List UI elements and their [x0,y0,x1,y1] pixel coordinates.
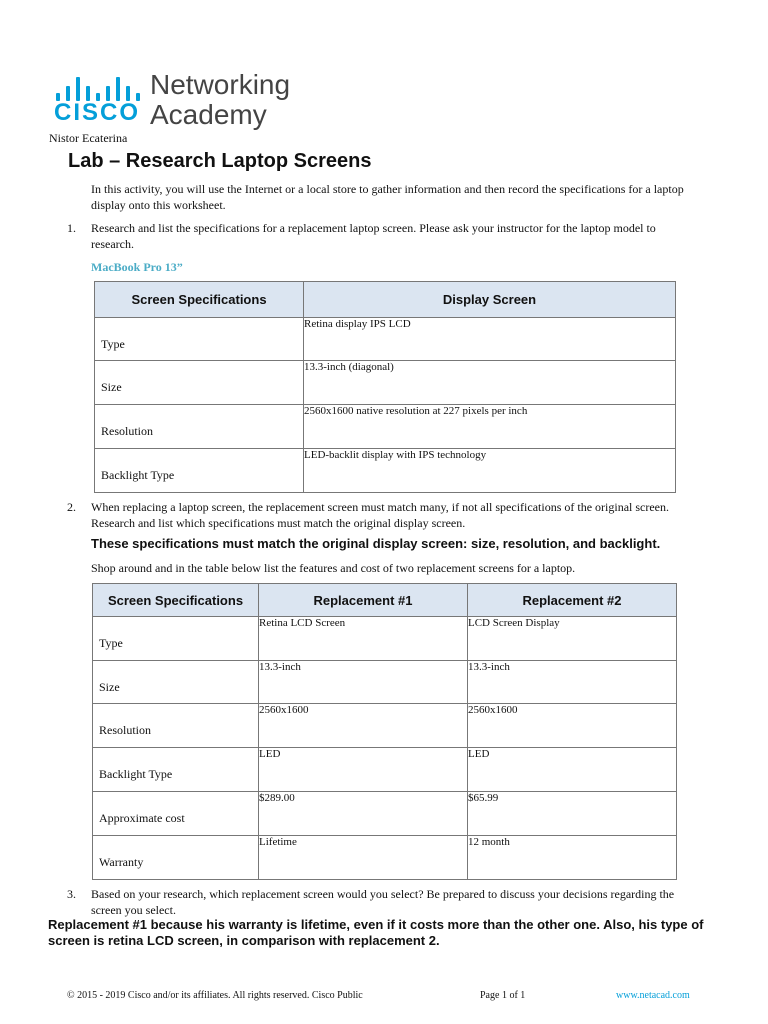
shop-instructions: Shop around and in the table below list the features and cost of two replacement screens for a laptop. [91,561,576,575]
table-row [93,748,677,792]
spec-value: LED-backlit display with IPS technology [304,449,676,493]
replacement-screens-table [92,583,677,880]
replacement-2-value: LED [468,748,677,792]
table1-header-display: Display Screen [304,282,676,318]
step-1-text: Research and list the specifications for a replacement laptop screen. Please ask your instructor for the laptop model to research. [91,221,656,251]
step-3-text: Based on your research, which replacement screen would you select? Be prepared to discuss your decisions regarding the screen you select. [91,887,675,917]
display-specs-table [94,281,676,493]
spec-value: 2560x1600 native resolution at 227 pixels per inch [304,405,676,449]
replacement-1-value: Lifetime [259,836,468,880]
author-name: Nistor Ecaterina [49,131,128,145]
table-row [93,792,677,836]
table2-header-rep2: Replacement #2 [468,584,677,617]
intro-paragraph: In this activity, you will use the Internet or a local store to gather information and then record the specifications for a laptop display onto this worksheet. [91,182,684,212]
table-row [93,704,677,748]
step-2-text: When replacing a laptop screen, the replacement screen must match many, if not all specifications of the original screen. Research and list which specifications must match the original display screen. [91,500,669,530]
spec-label: Approximate cost [93,792,259,836]
spec-label: Resolution [93,704,259,748]
laptop-model: MacBook Pro 13” [91,260,183,274]
footer-copyright: © 2015 - 2019 Cisco and/or its affiliates. All rights reserved. Cisco Public [67,990,363,1001]
replacement-1-value: 2560x1600 [259,704,468,748]
replacement-1-value: $289.00 [259,792,468,836]
spec-label: Type [93,617,259,661]
replacement-2-value: LCD Screen Display [468,617,677,661]
cisco-wordmark: CISCO [54,99,141,126]
replacement-2-value: 2560x1600 [468,704,677,748]
table2-header-spec: Screen Specifications [93,584,259,617]
spec-label: Resolution [95,405,304,449]
spec-label: Backlight Type [95,449,304,493]
spec-label: Size [95,361,304,405]
replacement-2-value: 12 month [468,836,677,880]
table-row [95,449,676,493]
answer-3: Replacement #1 because his warranty is lifetime, even if it costs more than the other one. Also, his type of screen is retina LCD screen, in comparison with replacement 2. [48,917,704,948]
academy-line-1: Networking [150,69,291,100]
table-row [95,361,676,405]
table-row [93,617,677,661]
step-1-number: 1. [67,221,76,235]
replacement-2-value: $65.99 [468,792,677,836]
cisco-bars-icon [54,73,144,101]
replacement-1-value: 13.3-inch [259,661,468,704]
academy-line-2: Academy [150,99,267,130]
page-title: Lab – Research Laptop Screens [68,150,372,172]
step-2-number: 2. [67,500,76,514]
replacement-2-value: 13.3-inch [468,661,677,704]
spec-value: 13.3-inch (diagonal) [304,361,676,405]
table1-header-spec: Screen Specifications [95,282,304,318]
replacement-1-value: LED [259,748,468,792]
table-row [95,405,676,449]
spec-label: Backlight Type [93,748,259,792]
footer-link[interactable]: www.netacad.com [616,990,690,1001]
spec-label: Type [95,318,304,361]
table-row [93,836,677,880]
academy-name [150,70,290,130]
spec-value: Retina display IPS LCD [304,318,676,361]
replacement-1-value: Retina LCD Screen [259,617,468,661]
step-3-number: 3. [67,887,76,901]
spec-label: Size [93,661,259,704]
spec-label: Warranty [93,836,259,880]
answer-2: These specifications must match the original display screen: size, resolution, and backlight. [91,536,661,551]
table-row [95,318,676,361]
footer-page-number: Page 1 of 1 [480,990,526,1001]
table-row [93,661,677,704]
table2-header-rep1: Replacement #1 [259,584,468,617]
